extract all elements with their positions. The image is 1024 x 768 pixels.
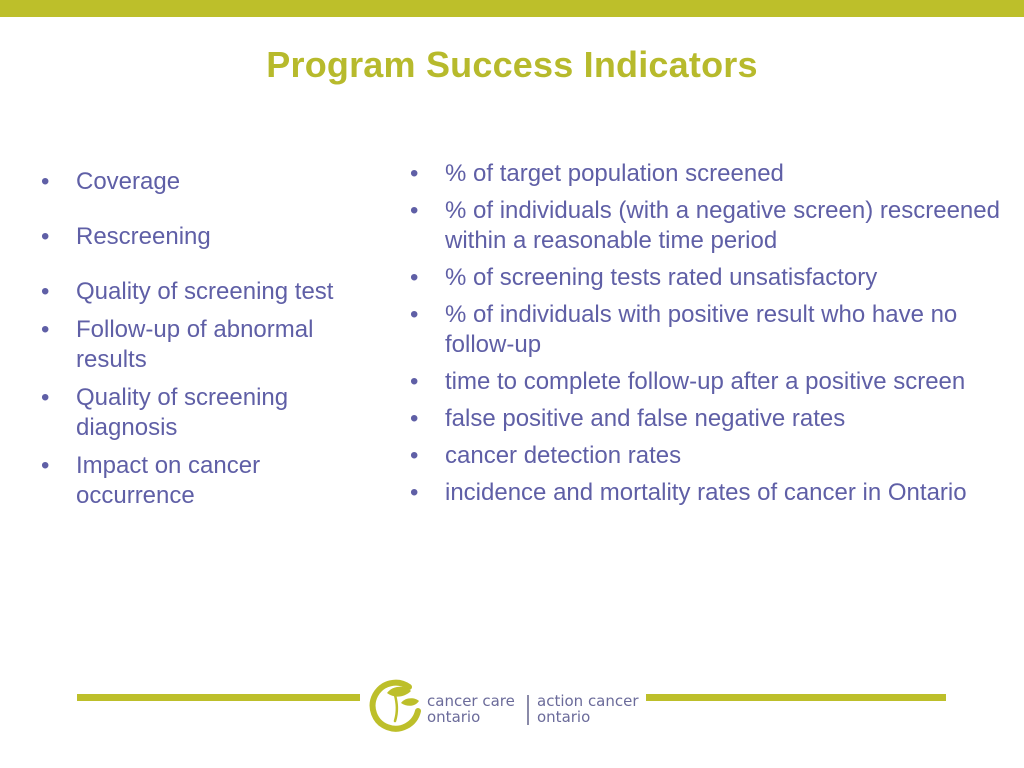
footer-rule-right [646,694,946,701]
slide-title: Program Success Indicators [266,44,758,85]
indicator-item: • cancer detection rates [410,441,1020,471]
indicator-item: • incidence and mortality rates of cancer in Ontario [410,478,1020,508]
category-item: • Impact on cancer occurrence [41,451,371,511]
logo-line: ontario [537,708,591,726]
logo-text-action-cancer-ontario [537,693,639,725]
category-item: • Follow-up of abnormal results [41,315,371,375]
top-accent-bar [0,0,1024,17]
logo-line: ontario [427,708,481,726]
category-item: • Rescreening [41,222,371,252]
indicator-item: • % of screening tests rated unsatisfactory [410,263,1020,293]
logo-line: action cancer [537,692,639,710]
category-item: • Quality of screening diagnosis [41,383,371,443]
organization-logo [365,673,645,735]
category-item: • Quality of screening test [41,277,371,307]
indicator-item: • % of individuals (with a negative screen) rescreened within a reasonable time period [410,196,1020,256]
category-item: • Coverage [41,167,371,197]
logo-text-cancer-care-ontario [427,693,515,725]
indicator-item: • time to complete follow-up after a positive screen [410,367,1020,397]
footer-rule-left [77,694,360,701]
indicator-list [410,159,1020,515]
category-list [41,167,371,519]
indicator-item: • false positive and false negative rates [410,404,1020,434]
ring-leaf-icon [365,673,427,735]
logo-line: cancer care [427,692,515,710]
indicator-item: • % of individuals with positive result who have no follow-up [410,300,1020,360]
logo-divider [527,695,529,725]
indicator-item: • % of target population screened [410,159,1020,189]
